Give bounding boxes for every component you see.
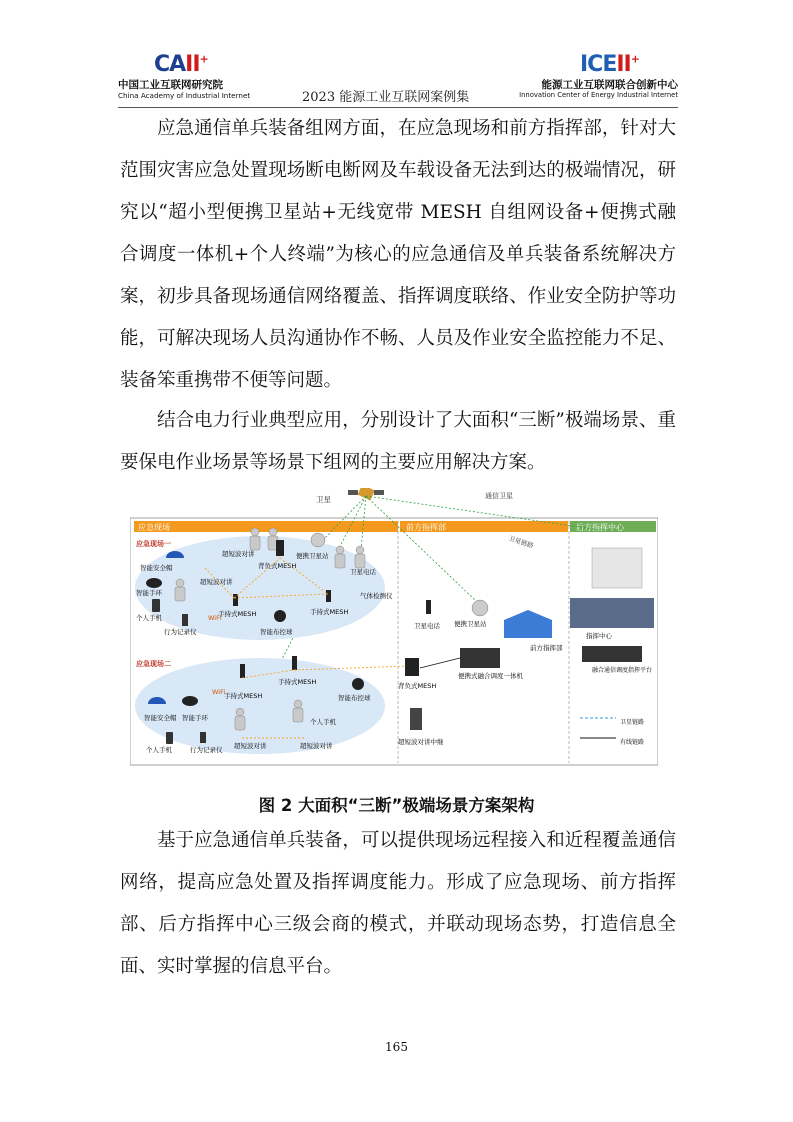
scene2-recorder-icon — [200, 732, 206, 743]
scene2-recorder-label: 行为记录仪 — [190, 746, 223, 754]
front-hq-label: 前方指挥部 — [530, 644, 563, 652]
rear-center-image — [570, 598, 654, 628]
satellite-icon — [348, 488, 384, 500]
legend-wired-label: 有线链路 — [620, 739, 645, 746]
scene1-ptt1-label: 超短波对讲 — [222, 550, 255, 558]
iceii-logo — [519, 50, 678, 102]
rear-platform-icon — [582, 646, 642, 662]
page-number: 165 — [385, 1040, 408, 1054]
rear-center-label: 指挥中心 — [586, 632, 612, 640]
scene-bar — [134, 521, 398, 532]
legend-sat-label: 卫星链路 — [620, 719, 645, 726]
front-sat-link-label: 卫星链路 — [507, 534, 535, 550]
scene2-hand-mesh-icon-1 — [240, 664, 245, 678]
scene2-band-label: 智能手环 — [182, 714, 208, 722]
scene2-band-icon — [182, 696, 198, 706]
front-portable-sat-label: 便携卫星站 — [454, 620, 487, 628]
paragraph-1: 应急通信单兵装备组网方面，在应急现场和前方指挥部，针对大范围灾害应急处置现场断电断网及车载设备无法到达的极端情况，研究以“超小型便携卫星站+无线宽带 MESH 自组网设备+便携式融合调度一体机+个人终端”为核心的应急通信及单兵装备系统解决方案，初步具备现场通信网络覆盖、指挥调度联络、作业安全防护等功能，可解决现场人员沟通协作不畅、人员及作业安全监控能力不足、装备笨重携带不便等问题。 — [120, 118, 676, 391]
figure-caption: 图 2 大面积“三断”极端场景方案架构 — [258, 796, 535, 815]
scene1-gas-label: 气体检测仪 — [360, 592, 393, 600]
scene1-sat-phone-label: 卫星电话 — [350, 568, 376, 576]
scene1-portable-sat-label: 便携卫星站 — [296, 552, 329, 560]
scene1-phone-icon — [152, 599, 160, 612]
front-fusion-icon — [460, 648, 500, 668]
scene2-helmet-label: 智能安全帽 — [144, 714, 177, 722]
iceii-name-en: Innovation Center of Energy Industrial Internet — [519, 91, 678, 99]
scene1-backpack-mesh-icon — [276, 540, 284, 556]
scene1-mesh-hand2-label: 手持式MESH — [310, 608, 349, 616]
front-relay-icon — [410, 708, 422, 730]
rear-building-icon — [592, 548, 642, 588]
front-sat-phone-icon — [426, 600, 431, 614]
scene1-recorder-icon — [182, 614, 188, 626]
scene2-title: 应急现场二 — [136, 660, 171, 668]
scene1-recorder-label: 行为记录仪 — [164, 628, 197, 636]
scene-section-label: 应急现场 — [138, 523, 170, 532]
front-backpack-mesh-label: 背负式MESH — [398, 682, 437, 690]
scene1-mesh-backpack-label: 背负式MESH — [258, 562, 297, 570]
caii-name-en: China Academy of Industrial Internet — [118, 91, 251, 100]
page-header — [118, 50, 678, 106]
scene1-hand-mesh-icon-2 — [326, 590, 331, 602]
front-sat-phone-label: 卫星电话 — [414, 622, 440, 630]
scene2-mesh-hand2-label: 手持式MESH — [278, 678, 317, 686]
scene2-ptt2-label: 超短波对讲 — [300, 742, 333, 750]
scene1-band-label: 智能手环 — [136, 589, 162, 597]
scene1-title: 应急现场一 — [136, 540, 171, 548]
caii-name-cn: 中国工业互联网研究院 — [118, 79, 223, 91]
front-relay-label: 超短波对讲中继 — [398, 738, 444, 746]
scene2-ball-icon — [352, 678, 364, 690]
caii-logo-mark: CAII+ — [154, 52, 208, 77]
rear-platform-label: 融合通信调度指挥平台 — [592, 667, 653, 674]
scene1-phone-label: 个人手机 — [136, 614, 162, 622]
scene2-mesh-hand1-label: 手持式MESH — [224, 692, 263, 700]
iceii-name-cn: 能源工业互联网联合创新中心 — [541, 79, 678, 91]
scene1-hand-mesh-icon-1 — [233, 594, 238, 606]
architecture-diagram — [130, 488, 658, 766]
front-backpack-mesh-icon — [405, 658, 419, 676]
scene2-phone-label: 个人手机 — [146, 746, 172, 754]
paragraph-2: 结合电力行业典型应用，分别设计了大面积“三断”极端场景、重要保电作业场景等场景下组网的主要应用解决方案。 — [120, 410, 676, 473]
scene2-phone2-label: 个人手机 — [310, 718, 336, 726]
scene1-ball-icon — [274, 610, 286, 622]
header-title: 2023 能源工业互联网案例集 — [302, 90, 470, 105]
scene1-band-icon — [146, 578, 162, 588]
rear-section-label: 后方指挥中心 — [576, 523, 624, 532]
paragraph-3: 基于应急通信单兵装备，可以提供现场远程接入和近程覆盖通信网络，提高应急处置及指挥调度能力。形成了应急现场、前方指挥部、后方指挥中心三级会商的模式，并联动现场态势，打造信息全面、实时掌握的信息平台。 — [120, 830, 676, 977]
scene2-ptt1-label: 超短波对讲 — [234, 742, 267, 750]
scene2-phone-icon — [166, 732, 173, 744]
iceii-logo-mark: ICEII+ — [580, 52, 639, 77]
scene1-ptt2-label: 超短波对讲 — [200, 578, 233, 586]
scene1-helmet-label: 智能安全帽 — [140, 564, 173, 572]
scene1-mesh-hand1-label: 手持式MESH — [218, 610, 257, 618]
front-fusion-label: 便携式融合调度一体机 — [458, 672, 523, 680]
comm-satellite-label: 通信卫星 — [485, 492, 513, 500]
front-section-label: 前方指挥部 — [406, 523, 446, 532]
scene1-portable-sat-icon — [311, 533, 325, 547]
caii-logo — [118, 50, 258, 102]
scene2-ball-label: 智能布控球 — [338, 694, 371, 702]
scene1-ball-label: 智能布控球 — [260, 628, 293, 636]
scene2-wifi-label: WiFi — [212, 688, 226, 696]
scene1-wifi-label: WiFi — [208, 614, 222, 622]
scene2-hand-mesh-icon-2 — [292, 656, 297, 670]
front-portable-sat-icon — [472, 600, 488, 616]
satellite-label: 卫星 — [316, 495, 331, 504]
